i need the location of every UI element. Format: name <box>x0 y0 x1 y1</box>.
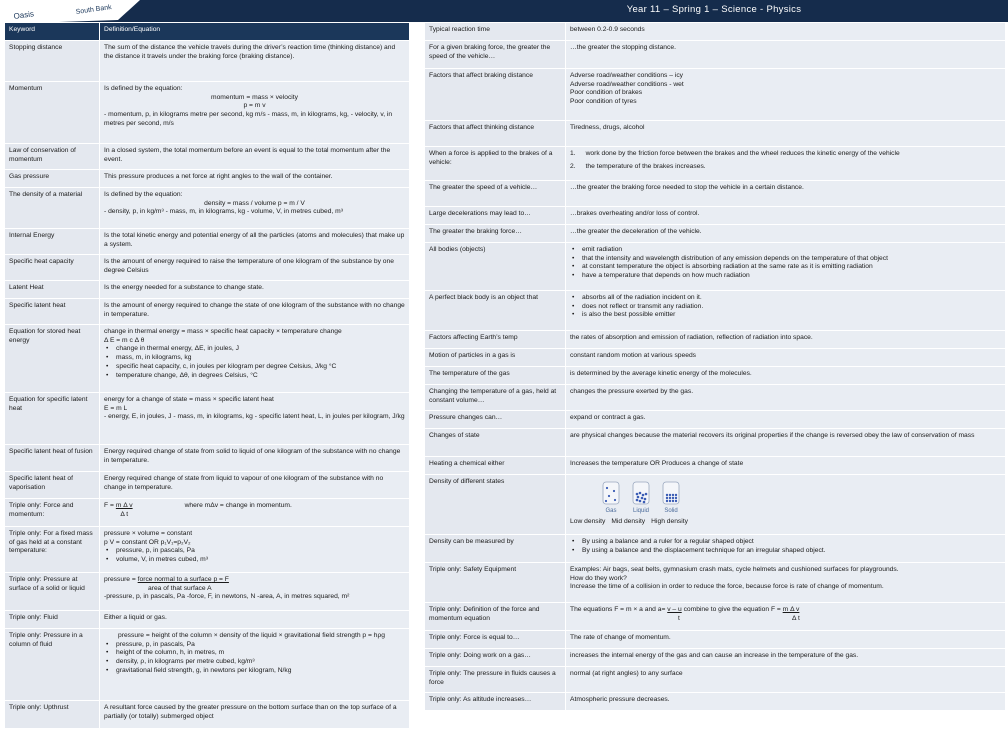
table-row <box>5 281 410 299</box>
equation-intro: Is defined by the equation: <box>104 191 183 198</box>
density-equation: density = mass / volume p = m / V <box>204 199 305 207</box>
safety-line: Examples: Air bags, seat belts, gymnasium crash mats, cycle helmets and cushioned surfaces for playgrounds. <box>570 566 899 573</box>
definition-cell <box>566 69 1006 121</box>
definition-cell: the rates of absorption and emission of radiation, reflection of radiation into space. <box>566 331 1006 349</box>
definition-cell <box>566 291 1006 331</box>
title-banner <box>0 0 1008 22</box>
table-row <box>5 611 410 629</box>
term-cell: Factors affecting Earth’s temp <box>425 331 566 349</box>
variable-list <box>104 547 405 564</box>
definition-cell: A resultant force caused by the greater pressure on the bottom surface than on the top surface of a partially (or totally) submerged object <box>100 701 410 729</box>
term-cell: Large decelerations may lead to… <box>425 207 566 225</box>
table-row <box>5 573 410 611</box>
equation-variables: - momentum, p, in kilograms metre per second, kg m/s - mass, m, in kilograms, kg, - velocity, v, in metres per second, m/s <box>104 111 393 127</box>
term-cell: Equation for specific latent heat <box>5 393 100 445</box>
list-item: • have a temperature that depends on how much radiation <box>570 272 1001 281</box>
definition-cell <box>566 535 1006 563</box>
term-cell: Triple only: As altitude increases… <box>425 693 566 711</box>
term-cell: All bodies (objects) <box>425 243 566 291</box>
equation-variables: -pressure, p, in pascals, Pa -force, F, in newtons, N -area, A, in metres squared, m² <box>104 593 350 601</box>
term-cell: When a force is applied to the brakes of a vehicle: <box>425 147 566 181</box>
table-row <box>5 527 410 573</box>
table-row <box>425 475 1006 535</box>
table-row <box>425 41 1006 69</box>
equation-note: where mΔv = change in momentum. <box>184 502 292 509</box>
list-item: • specific heat capacity, c, in joules per kilogram per degree Celsius, J/kg °C <box>104 363 405 372</box>
table-row <box>425 121 1006 147</box>
term-cell: Triple only: Fluid <box>5 611 100 629</box>
definition-cell: changes the pressure exerted by the gas. <box>566 385 1006 411</box>
definition-cell <box>100 82 410 144</box>
numerator: v – u <box>667 606 682 613</box>
table-row <box>5 499 410 527</box>
term-cell: Pressure changes can… <box>425 411 566 429</box>
numbered-list <box>570 150 1001 171</box>
column-pressure-equation: pressure = height of the column × density of the liquid × gravitational field strength p = hρg <box>118 632 386 639</box>
keyword-table-left <box>4 22 410 729</box>
table-row <box>5 393 410 445</box>
table-row <box>425 457 1006 475</box>
list-item: • pressure, p, in pascals, Pa <box>104 547 405 556</box>
definition-cell: constant random motion at various speeds <box>566 349 1006 367</box>
thermal-energy-equation-symbols: Δ E = m c Δ θ <box>104 336 145 344</box>
table-row <box>425 147 1006 181</box>
variable-list <box>104 345 405 380</box>
table-row <box>425 631 1006 649</box>
table-row <box>5 629 410 701</box>
definition-cell: Energy required change of state from liquid to vapour of one kilogram of the substance with no change in temperature. <box>100 472 410 499</box>
definition-cell <box>566 147 1006 181</box>
list-item: • pressure, p, in pascals, Pa <box>104 641 405 650</box>
definition-cell: …brakes overheating and/or loss of control. <box>566 207 1006 225</box>
factor-line: Poor condition of brakes <box>570 89 643 97</box>
list-text: the temperature of the brakes increases. <box>585 162 706 170</box>
definition-cell: …the greater the stopping distance. <box>566 41 1006 69</box>
term-cell: The greater the braking force… <box>425 225 566 243</box>
table-row <box>425 429 1006 457</box>
term-cell: Triple only: For a fixed mass of gas held at a constant temperature: <box>5 527 100 573</box>
definition-cell: Is the amount of energy required to raise the temperature of one kilogram of the substance by one degree Celsius <box>100 255 410 281</box>
table-row <box>425 243 1006 291</box>
equation-intro: Is defined by the equation: <box>104 85 183 92</box>
liquid-jar-icon <box>631 480 651 508</box>
table-row <box>5 144 410 170</box>
equation-text: combine to give the equation F = <box>681 606 783 613</box>
term-cell: Triple only: Pressure in a column of fluid <box>5 629 100 701</box>
term-cell: Factors that affect braking distance <box>425 69 566 121</box>
factor-line: Adverse road/weather conditions – icy <box>570 72 684 79</box>
density-states-figure <box>600 480 1001 516</box>
definition-cell: between 0.2-0.9 seconds <box>566 23 1006 41</box>
term-cell: Specific latent heat of vaporisation <box>5 472 100 499</box>
equation-variables: - energy, E, in joules, J - mass, m, in kilograms, kg - specific latent heat, L, in joules per kilogram, J/kg <box>104 413 405 421</box>
term-cell: Triple only: Doing work on a gas… <box>425 649 566 667</box>
term-cell: Specific heat capacity <box>5 255 100 281</box>
term-cell: The greater the speed of a vehicle… <box>425 181 566 207</box>
denominator: t <box>678 614 680 622</box>
table-row <box>5 188 410 229</box>
table-row <box>425 693 1006 711</box>
term-cell: Factors that affect thinking distance <box>425 121 566 147</box>
equation-text: The equations F = m × a and a= <box>570 606 668 613</box>
table-row <box>425 225 1006 243</box>
definition-cell: are physical changes because the material recovers its original properties if the change is reversed obey the law of conservation of mass <box>566 429 1006 457</box>
list-item: • By using a balance and a ruler for a regular shaped object <box>570 538 1001 547</box>
term-cell: Triple only: Force is equal to… <box>425 631 566 649</box>
table-row <box>425 411 1006 429</box>
table-row <box>5 701 410 729</box>
term-cell: For a given braking force, the greater the speed of the vehicle… <box>425 41 566 69</box>
definition-cell <box>566 475 1006 535</box>
jar-label: Liquid <box>632 508 649 514</box>
table-row <box>425 69 1006 121</box>
table-row <box>425 291 1006 331</box>
definition-cell: Atmospheric pressure decreases. <box>566 693 1006 711</box>
definition-cell <box>100 629 410 701</box>
term-cell: Law of conservation of momentum <box>5 144 100 170</box>
term-cell: Triple only: Pressure at surface of a solid or liquid <box>5 573 100 611</box>
definition-cell: …the greater the deceleration of the vehicle. <box>566 225 1006 243</box>
definition-cell: This pressure produces a net force at right angles to the wall of the container. <box>100 170 410 188</box>
list-item <box>570 163 1001 172</box>
school-logo <box>0 0 140 24</box>
density-label: Mid density <box>611 517 646 525</box>
gas-law-equation-symbols: p V = constant OR p₁V₁=p₂V₂ <box>104 538 191 546</box>
gas-law-equation: pressure × volume = constant <box>104 530 193 537</box>
term-cell: Stopping distance <box>5 41 100 82</box>
term-cell: Triple only: The pressure in fluids causes a force <box>425 667 566 693</box>
table-row <box>5 82 410 144</box>
definition-cell <box>100 527 410 573</box>
term-cell: Specific latent heat <box>5 299 100 325</box>
definition-cell: Is the amount of energy required to change the state of one kilogram of the substance with no change in temperature. <box>100 299 410 325</box>
term-cell: Typical reaction time <box>425 23 566 41</box>
term-cell: Latent Heat <box>5 281 100 299</box>
term-cell: Density of different states <box>425 475 566 535</box>
page-title: Year 11 – Spring 1 – Science - Physics <box>626 4 802 15</box>
definition-cell <box>100 325 410 393</box>
table-row <box>425 207 1006 225</box>
definition-cell <box>100 188 410 229</box>
safety-line: How do they work? <box>570 574 627 582</box>
definition-cell: Is the total kinetic energy and potential energy of all the particles (atoms and molecules) that make up a system. <box>100 229 410 255</box>
list-item: • mass, m, in kilograms, kg <box>104 354 405 363</box>
bullet-list <box>570 246 1001 281</box>
gas-jar <box>600 480 622 516</box>
list-item: • at constant temperature the object is absorbing radiation at the same rate as it is emitting radiation <box>570 263 1001 272</box>
definition-cell <box>566 243 1006 291</box>
solid-jar <box>660 480 682 516</box>
term-cell: Equation for stored heat energy <box>5 325 100 393</box>
list-item: • volume, V, in metres cubed, m³ <box>104 556 405 565</box>
list-item: • that the intensity and wavelength distribution of any emission depends on the temperature of that object <box>570 255 1001 264</box>
list-number: 2. <box>570 162 576 170</box>
definition-cell <box>566 563 1006 603</box>
liquid-jar <box>630 480 652 516</box>
density-label: High density <box>651 517 688 525</box>
list-item: • is also the best possible emitter <box>570 311 1001 320</box>
table-row <box>425 603 1006 631</box>
pressure-equation-denominator: area of that surface A <box>148 584 212 592</box>
term-cell: The temperature of the gas <box>425 367 566 385</box>
momentum-equation: momentum = mass × velocity <box>211 93 298 101</box>
definition-cell: The sum of the distance the vehicle travels during the driver’s reaction time (thinking distance) and the distance it travels under the braking force (braking distance). <box>100 41 410 82</box>
term-cell: Changes of state <box>425 429 566 457</box>
keyword-table-right <box>424 22 1006 711</box>
definition-cell: Is the energy needed for a substance to change state. <box>100 281 410 299</box>
table-row <box>425 23 1006 41</box>
list-item: • absorbs all of the radiation incident on it. <box>570 294 1001 303</box>
pressure-equation-lhs: pressure = <box>104 576 138 583</box>
table-row <box>425 349 1006 367</box>
definition-cell <box>100 499 410 527</box>
bullet-list <box>570 538 1001 555</box>
term-cell: A perfect black body is an object that <box>425 291 566 331</box>
safety-line: Increase the time of a collision in order to reduce the force, because force is rate of change of momentum. <box>570 583 884 591</box>
jar-label: Solid <box>664 508 678 514</box>
definition-header: Definition/Equation <box>100 23 410 41</box>
list-item: • change in thermal energy, ΔE, in joules, J <box>104 345 405 354</box>
equation-variables: - density, p, in kg/m³ - mass, m, in kilograms, kg - volume, V, in metres cubed, m³ <box>104 208 343 216</box>
gas-jar-icon <box>601 480 621 508</box>
density-label: Low density <box>570 517 606 525</box>
term-cell: Triple only: Force and momentum: <box>5 499 100 527</box>
definition-cell: In a closed system, the total momentum before an event is equal to the total momentum after the event. <box>100 144 410 170</box>
logo-subtext: South Bank <box>75 4 113 16</box>
table-row <box>5 445 410 472</box>
table-row <box>425 535 1006 563</box>
table-row <box>5 255 410 281</box>
variable-list <box>104 641 405 676</box>
definition-cell: Increases the temperature OR Produces a change of state <box>566 457 1006 475</box>
definition-cell <box>100 573 410 611</box>
latent-heat-equation: energy for a change of state = mass × specific latent heat <box>104 396 274 403</box>
list-item: • By using a balance and the displacement technique for an irregular shaped object. <box>570 547 1001 556</box>
definition-cell: increases the internal energy of the gas and can cause an increase in the temperature of the gas. <box>566 649 1006 667</box>
list-item: • emit radiation <box>570 246 1001 255</box>
factor-line: Adverse road/weather conditions - wet <box>570 80 684 88</box>
table-row <box>425 563 1006 603</box>
keyword-header: Keyword <box>5 23 100 41</box>
term-cell: Triple only: Safety Equipment <box>425 563 566 603</box>
table-row <box>425 181 1006 207</box>
table-row <box>425 649 1006 667</box>
term-cell: Momentum <box>5 82 100 144</box>
term-cell: Triple only: Definition of the force and momentum equation <box>425 603 566 631</box>
definition-cell: …the greater the braking force needed to stop the vehicle in a certain distance. <box>566 181 1006 207</box>
definition-cell: Tiredness, drugs, alcohol <box>566 121 1006 147</box>
table-row <box>425 367 1006 385</box>
solid-jar-icon <box>661 480 681 508</box>
denominator: Δ t <box>792 614 800 622</box>
pressure-equation-numerator: force normal to a surface <box>137 576 212 583</box>
list-item: • height of the column, h, in metres, m <box>104 649 405 658</box>
table-row <box>425 331 1006 349</box>
table-row <box>5 170 410 188</box>
numerator: m Δ v <box>115 502 133 509</box>
thermal-energy-equation: change in thermal energy = mass × specific heat capacity × temperature change <box>104 328 342 335</box>
jar-label: Gas <box>605 508 617 514</box>
list-number: 1. <box>570 150 576 157</box>
definition-cell: is determined by the average kinetic energy of the molecules. <box>566 367 1006 385</box>
term-cell: Specific latent heat of fusion <box>5 445 100 472</box>
latent-heat-equation-symbols: E = m L <box>104 404 128 412</box>
density-labels <box>570 518 1001 527</box>
pressure-equation-symbols: p = F <box>211 576 229 583</box>
table-row <box>5 299 410 325</box>
definition-cell <box>100 393 410 445</box>
table-row <box>425 667 1006 693</box>
table-header-row <box>5 23 410 41</box>
term-cell: Motion of particles in a gas is <box>425 349 566 367</box>
list-item: • does not reflect or transmit any radiation. <box>570 303 1001 312</box>
definition-cell <box>566 603 1006 631</box>
table-row <box>5 325 410 393</box>
definition-cell: Energy required change of state from solid to liquid of one kilogram of the substance with no change in temperature. <box>100 445 410 472</box>
list-item: • density, ρ, in kilograms per metre cubed, kg/m³ <box>104 658 405 667</box>
term-cell: Gas pressure <box>5 170 100 188</box>
fraction <box>116 502 133 519</box>
factor-line: Poor condition of tyres <box>570 98 637 106</box>
term-cell: Triple only: Upthrust <box>5 701 100 729</box>
denominator: Δ t <box>120 510 129 518</box>
term-cell: Changing the temperature of a gas, held at constant volume… <box>425 385 566 411</box>
table-row <box>5 229 410 255</box>
list-item <box>570 150 1001 159</box>
numerator: m Δ v <box>782 606 800 613</box>
logo-text: Oasis <box>13 9 35 21</box>
table-row <box>5 472 410 499</box>
definition-cell: The rate of change of momentum. <box>566 631 1006 649</box>
term-cell: Density can be measured by <box>425 535 566 563</box>
definition-cell: expand or contract a gas. <box>566 411 1006 429</box>
bullet-list <box>570 294 1001 320</box>
list-item: • gravitational field strength, g, in newtons per kilogram, N/kg <box>104 667 405 676</box>
equation-lhs: F = <box>104 502 114 509</box>
term-cell: Internal Energy <box>5 229 100 255</box>
definition-cell: normal (at right angles) to any surface <box>566 667 1006 693</box>
momentum-equation-symbols: p = m v <box>243 102 266 110</box>
term-cell: The density of a material <box>5 188 100 229</box>
table-row <box>425 385 1006 411</box>
definition-cell: Either a liquid or gas. <box>100 611 410 629</box>
list-text: work done by the friction force between the brakes and the wheel reduces the kinetic energy of the vehicle <box>585 150 900 157</box>
term-cell: Heating a chemical either <box>425 457 566 475</box>
list-item: • temperature change, Δθ, in degrees Celsius, °C <box>104 372 405 381</box>
table-row <box>5 41 410 82</box>
